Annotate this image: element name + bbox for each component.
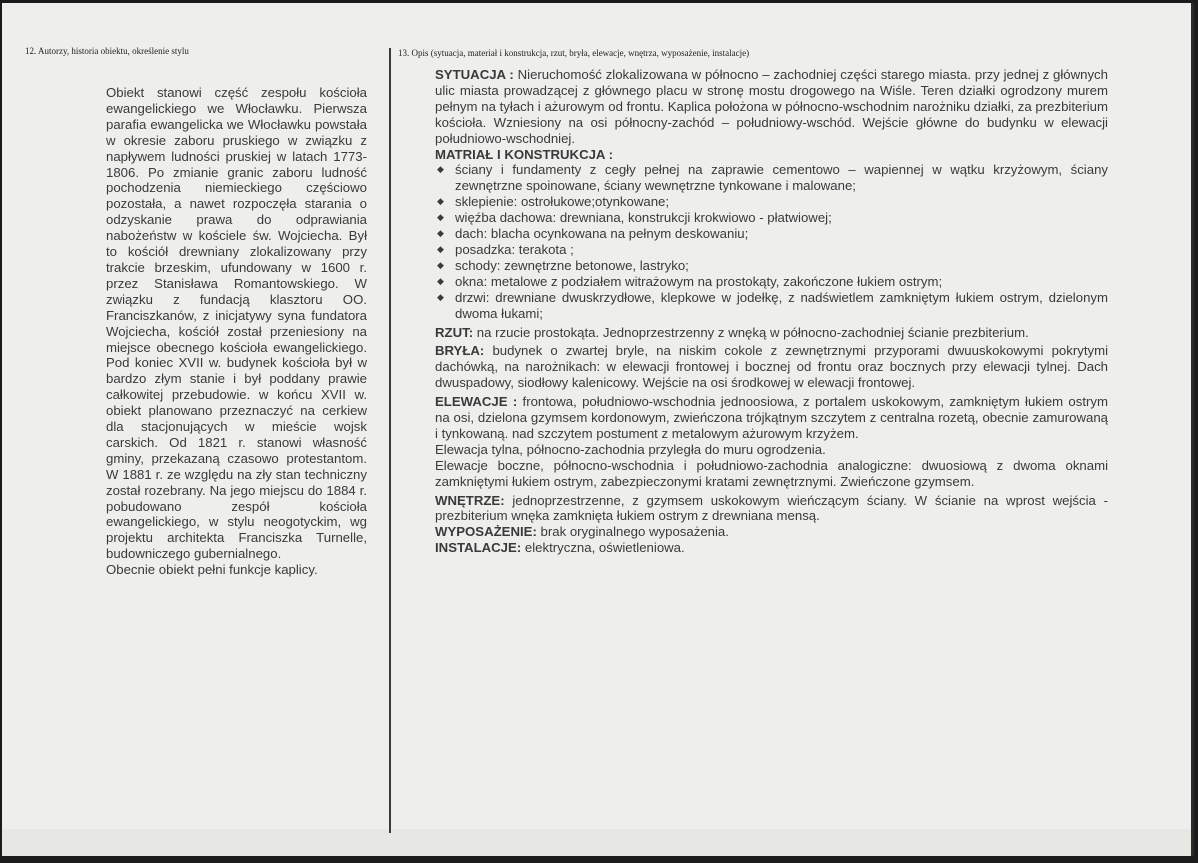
bryla-heading: BRYŁA: — [435, 343, 485, 359]
wnetrze-block — [435, 493, 1108, 525]
sytuacja-heading: SYTUACJA : — [435, 67, 514, 82]
wyposazenie-text: brak oryginalnego wyposażenia. — [540, 524, 729, 540]
wyposazenie-heading: WYPOSAŻENIE: — [435, 524, 537, 540]
list-item: ◆ dach: blacha ocynkowana na pełnym deskowaniu; — [437, 226, 749, 242]
sytuacja-block — [435, 67, 1108, 147]
rzut-text: na rzucie prostokąta. Jednoprzestrzenny z wnęką w północno-zachodniej ścianie prezbiterium. — [476, 324, 1029, 340]
sytuacja-text: Nieruchomość zlokalizowana w północno – zachodniej części starego miasta. przy jednej z głównych ulic miasta prowadzącej z głównego placu w stronę mostu drogowego na Wiśle. Teren działki ogrodzony murem pełnym na tyłach i ażurowym od frontu. Kaplica położona w północno-wschodnim narożniku działki, za prezbiterium kościoła. Wzniesiony na osi północny-zachód – południowy-wschód. Wejście główne do budynku w elewacji południowo-wschodniej. — [435, 67, 1108, 146]
elewacje-block — [435, 394, 1108, 442]
diamond-bullet-icon: ◆ — [437, 275, 444, 286]
list-item: ◆ okna: metalowe z podziałem witrażowym na prostokąty, zakończone łukiem ostrym; — [437, 273, 943, 289]
rzut-heading: RZUT: — [435, 324, 474, 340]
diamond-bullet-icon: ◆ — [437, 228, 444, 239]
diamond-bullet-icon: ◆ — [437, 291, 444, 302]
list-item: ◆ drzwi: drewniane dwuskrzydłowe, klepkowe w jodełkę, z nadświetlem zamkniętym łukiem ostrym, dzielonym dwoma łukami; — [437, 289, 1108, 321]
sheet-bottom-margin — [2, 829, 1191, 856]
section-13-title: 13. Opis (sytuacja, materiał i konstrukcja, rzut, bryła, elewacje, wnętrza, wyposażenie, instalacje) — [398, 48, 750, 58]
elewacje-text: frontowa, południowo-wschodnia jednoosiowa, z portalem uskokowym, zamkniętym łukiem ostrym na osi, dzielona gzymsem kordonowym, zwieńczona trójkątnym szczytem z centralna rozetą, obecnie zamurowaną i tynkowaną. nad szczytem postument z metalowym ażurowym krzyżem. — [435, 394, 1108, 441]
history-paragraph: Obecnie obiekt pełni funkcje kaplicy. — [106, 562, 318, 578]
document-sheet — [2, 3, 1194, 856]
rzut-block — [435, 325, 1108, 341]
material-heading: MATRIAŁ I KONSTRUKCJA : — [435, 146, 614, 162]
bryla-block — [435, 343, 1108, 391]
diamond-bullet-icon: ◆ — [437, 164, 444, 175]
wnetrze-text: jednoprzestrzenne, z gzymsem uskokowym wieńczącym ściany. W ścianie na wprost wejścia - prezbiterium wnęka zamknięta łukiem ostrym z drewniana mensą. — [435, 492, 1108, 524]
diamond-bullet-icon: ◆ — [437, 243, 444, 254]
elewacje-heading: ELEWACJE : — [435, 394, 518, 410]
instalacje-heading: INSTALACJE: — [435, 540, 522, 556]
wyposazenie-block — [435, 524, 1108, 540]
list-item: ◆ sklepienie: ostrołukowe;otynkowane; — [437, 194, 670, 210]
wnetrze-heading: WNĘTRZE: — [435, 492, 505, 508]
description-text — [435, 67, 1108, 556]
material-list — [435, 162, 1108, 321]
elewacje-extra: Elewacje boczne, północno-wschodnia i południowo-zachodnia analogiczne: dwuosiową z dwoma oknami zamkniętymi łukiem ostrym, zabezpieczonymi kratami zewnętrznymi. Zwieńczone gzymsem. — [435, 457, 1108, 489]
bryla-text: budynek o zwartej bryle, na niskim cokole z zewnętrznymi przyporami dwuuskokowymi pokrytymi dachówką, na narożnikach: w elewacji frontowej i bocznej od frontu oraz bocznych przy elewacji tylnej. Dach dwuspadowy, siodłowy kalenicowy. Wejście na osi środkowej w elewacji frontowej. — [435, 343, 1108, 391]
instalacje-text: elektryczna, oświetleniowa. — [524, 540, 685, 556]
elewacje-extra: Elewacja tylna, północno-zachodnia przyległa do muru ogrodzenia. — [435, 441, 826, 457]
history-paragraph: Obiekt stanowi część zespołu kościoła ewangelickiego we Włocławku. Pierwsza parafia ewangelicka we Włocławku powstała w okresie zaboru pruskiego w związku z napływem ludności pruskiej w latach 1773-1806. Po zmianie granic zaboru ludność pochodzenia niemieckiego częściowo pozostała, a nawet rozpoczęła starania o odzyskanie prawa do odprawiania nabożeństw w kościele św. Wojciecha. Był to kościół drewniany zlokalizowany przy trakcie brzeskim, ufundowany w 1600 r. przez Stanisława Romantowskiego. W związku z fundacją klasztoru OO. Franciszkanów, z inicjatywy syna fundatora Wojciecha, kościół został przeniesiony na miejsce obecnego kościoła ewangelickiego. Pod koniec XVII w. budynek kościoła był w bardzo złym stanie i był poddany prawie całkowitej przebudowie. w końcu XVII w. obiekt planowano przeznaczyć na cerkiew dla stacjonujących w mieście wojsk carskich. Od 1821 r. stanowi własność gminy, przekazaną czasowo protestantom. W 1881 r. ze względu na zły stan techniczny został rozebrany. Na jego miejscu do 1884 r. pobudowano zespół kościoła ewangelickiego, w stylu neogotyckim, wg projektu architekta Franciszka Turnelle, budowniczego gubernialnego. — [106, 85, 367, 562]
diamond-bullet-icon: ◆ — [437, 196, 444, 207]
diamond-bullet-icon: ◆ — [437, 259, 444, 270]
list-item: ◆ ściany i fundamenty z cegły pełnej na zaprawie cementowo – wapiennej w wątku krzyżowym, ściany zewnętrzne spoinowane, ściany wewnętrzne tynkowane i malowane; — [437, 162, 1108, 194]
section-12-title: 12. Autorzy, historia obiektu, określenie stylu — [25, 46, 189, 56]
instalacje-block — [435, 540, 1108, 556]
history-text — [106, 85, 367, 578]
column-divider — [389, 48, 391, 833]
list-item: ◆ posadzka: terakota ; — [437, 241, 574, 257]
list-item: ◆ więźba dachowa: drewniana, konstrukcji krokwiowo - płatwiowej; — [437, 210, 832, 226]
diamond-bullet-icon: ◆ — [437, 212, 444, 223]
list-item: ◆ schody: zewnętrzne betonowe, lastryko; — [437, 257, 689, 273]
